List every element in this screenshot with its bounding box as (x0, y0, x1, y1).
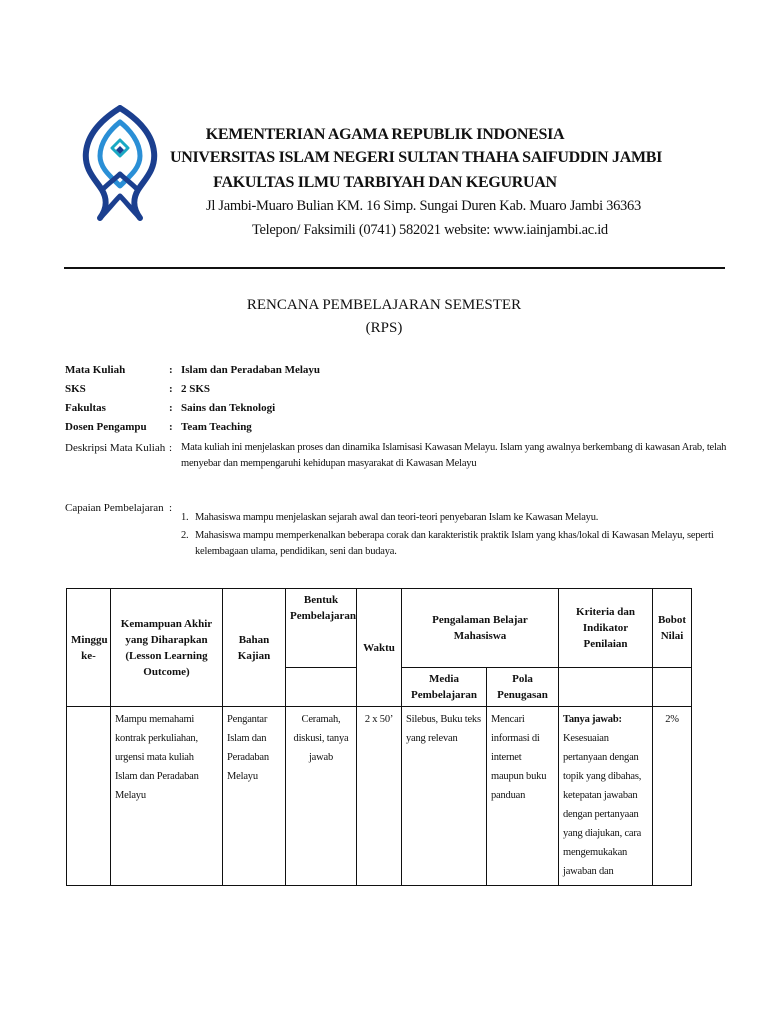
col-header-weight: Bobot Nilai (653, 589, 692, 668)
field-separator: : (169, 402, 173, 414)
list-text: Mahasiswa mampu menjelaskan sejarah awal dan teori-teori penyebaran Islam ke Kawasan Melayu. (195, 512, 599, 523)
list-item (181, 528, 731, 560)
course-description: Mata kuliah ini menjelaskan proses dan dinamika Islamisasi Kawasan Melayu. Islam yang awalnya berkembang di kawasan Arab, telah menyebar dan mempengaruhi kehidupan masyarakat di Kawasan Melayu (181, 442, 727, 469)
field-separator: : (169, 442, 173, 454)
cell-week (67, 707, 111, 886)
learning-outcomes-list (181, 510, 731, 562)
col-header-material: Bahan Kajian (223, 589, 286, 707)
cell-form: Ceramah, diskusi, tanya jawab (286, 707, 357, 886)
col-header-outcome: Kemampuan Akhir yang Diharapkan (Lesson Learning Outcome) (111, 589, 223, 707)
cell-outcome: Mampu memahami kontrak perkuliahan, urgensi mata kuliah Islam dan Peradaban Melayu (111, 707, 223, 886)
field-label: SKS (65, 383, 86, 395)
field-separator: : (169, 364, 173, 376)
col-header-criteria: Kriteria dan Indikator Penilaian (559, 589, 653, 668)
col-header-media: Media Pembelajaran (402, 668, 487, 707)
col-header-form: Bentuk Pembelajaran (286, 589, 357, 668)
list-number: 2. (181, 530, 189, 541)
field-value: Islam dan Peradaban Melayu (181, 364, 321, 376)
col-header-assignment: Pola Penugasan (487, 668, 559, 707)
cell-material: Pengantar Islam dan Peradaban Melayu (223, 707, 286, 886)
col-header-week: Minggu ke- (67, 589, 111, 707)
field-label: Fakultas (65, 402, 106, 414)
col-subheader-criteria-empty (559, 668, 653, 707)
col-subheader-form-empty (286, 668, 357, 707)
cell-assignment: Mencari informasi di internet maupun buku panduan (487, 707, 559, 886)
field-separator: : (169, 502, 173, 514)
criteria-text: Kesesuaian pertanyaan dengan topik yang dibahas, ketepatan jawaban dengan pertanyaan yang diajukan, cara mengemukakan jawaban dan (563, 733, 642, 877)
table-header-row (67, 589, 692, 668)
list-number: 1. (181, 512, 189, 523)
list-item (181, 510, 731, 526)
cell-criteria (559, 707, 653, 886)
field-separator: : (169, 383, 173, 395)
field-value: Team Teaching (181, 421, 252, 433)
university-emblem-icon (80, 104, 160, 222)
col-header-experience: Pengalaman Belajar Mahasiswa (402, 589, 559, 668)
header-ministry: KEMENTERIAN AGAMA REPUBLIK INDONESIA (205, 126, 565, 143)
field-label: Mata Kuliah (65, 364, 126, 376)
field-separator: : (169, 421, 173, 433)
table-row (67, 707, 692, 886)
field-value: 2 SKS (181, 383, 211, 395)
col-header-time: Waktu (357, 589, 402, 707)
criteria-title: Tanya jawab: (563, 714, 622, 725)
header-address: Jl Jambi-Muaro Bulian KM. 16 Simp. Sungai Duren Kab. Muaro Jambi 36363 (206, 198, 641, 214)
cell-time: 2 x 50’ (357, 707, 402, 886)
cell-weight: 2% (653, 707, 692, 886)
field-label: Deskripsi Mata Kuliah (65, 442, 166, 454)
header-faculty: FAKULTAS ILMU TARBIYAH DAN KEGURUAN (213, 174, 557, 191)
col-subheader-weight-empty (653, 668, 692, 707)
cell-media: Silebus, Buku teks yang relevan (402, 707, 487, 886)
document-title: RENCANA PEMBELAJARAN SEMESTER (246, 297, 522, 313)
header-divider (64, 267, 725, 269)
header-university: UNIVERSITAS ISLAM NEGERI SULTAN THAHA SAIFUDDIN JAMBI (170, 149, 663, 166)
list-text: Mahasiswa mampu memperkenalkan beberapa corak dan karakteristik praktik Islam yang khas/lokal di Kawasan Melayu, seperti kelembagaan ulama, pendidikan, seni dan budaya. (195, 530, 714, 557)
field-label: Capaian Pembelajaran (65, 502, 164, 514)
document-subtitle: (RPS) (365, 320, 403, 336)
header-contact: Telepon/ Faksimili (0741) 582021 website: www.iainjambi.ac.id (252, 222, 608, 238)
field-label: Dosen Pengampu (65, 421, 147, 433)
field-value: Sains dan Teknologi (181, 402, 276, 414)
rps-table (66, 588, 692, 886)
